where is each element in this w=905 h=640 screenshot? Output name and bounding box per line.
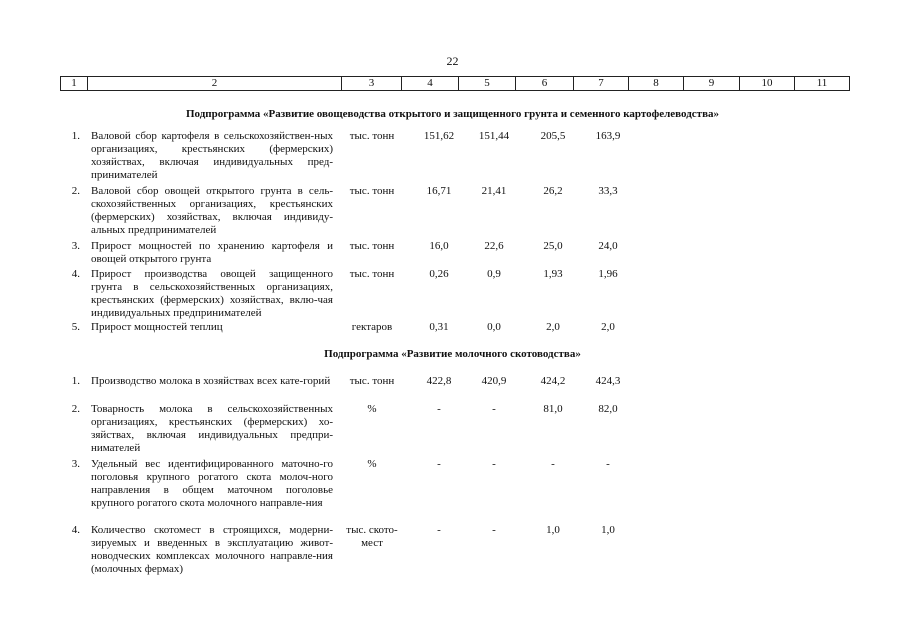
- unit: тыс. ското-мест: [346, 524, 398, 549]
- column-header-8: 8: [628, 77, 683, 90]
- value-col-6: 81,0: [543, 403, 563, 415]
- column-header-9: 9: [683, 77, 739, 90]
- section-title-dairy: Подпрограмма «Развитие молочного скотоводства»: [324, 348, 581, 360]
- indicator-name: Удельный вес идентифицированного маточно-го поголовья крупного рогатого скота молоч-ного направления в общем маточном поголовье крупного рогатого скота молочного направле-ния: [91, 458, 333, 509]
- value-col-4: 16,0: [429, 240, 449, 252]
- value-col-7: 2,0: [601, 321, 615, 333]
- value-col-6: 26,2: [543, 185, 563, 197]
- value-col-4: -: [437, 524, 441, 536]
- value-col-5: 21,41: [481, 185, 507, 197]
- value-col-6: -: [551, 458, 555, 470]
- unit: тыс. тонн: [349, 268, 395, 280]
- column-header-3: 3: [341, 77, 401, 90]
- column-header-4: 4: [401, 77, 458, 90]
- value-col-7: 82,0: [598, 403, 618, 415]
- value-col-6: 205,5: [540, 130, 566, 142]
- value-col-6: 1,93: [543, 268, 563, 280]
- value-col-7: 424,3: [595, 375, 621, 387]
- row-number: 5.: [71, 321, 80, 333]
- indicator-name: Производство молока в хозяйствах всех кате-горий: [91, 375, 331, 387]
- value-col-4: 151,62: [423, 130, 455, 142]
- value-col-4: -: [437, 403, 441, 415]
- column-header-7: 7: [573, 77, 628, 90]
- value-col-6: 25,0: [543, 240, 563, 252]
- unit: тыс. тонн: [349, 375, 395, 387]
- unit: %: [367, 403, 377, 415]
- indicator-name: Прирост производства овощей защищенного грунта в сельскохозяйственных организациях, крестьянских (фермерских) хозяйствах, вклю-чая индивидуальных предпринимателей: [91, 268, 333, 319]
- value-col-7: -: [606, 458, 610, 470]
- value-col-4: -: [437, 458, 441, 470]
- column-header-10: 10: [739, 77, 794, 90]
- value-col-5: 0,9: [487, 268, 501, 280]
- row-number: 3.: [71, 458, 80, 470]
- column-header-6: 6: [515, 77, 573, 90]
- unit: тыс. тонн: [349, 130, 395, 142]
- row-number: 1.: [71, 130, 80, 142]
- column-header-1: 1: [60, 77, 87, 90]
- indicator-name: Валовой сбор картофеля в сельскохозяйствен-ных организациях, крестьянских (фермерских) хозяйствах, включая индивидуальных пред-принимателей: [91, 130, 333, 181]
- row-number: 4.: [71, 524, 80, 536]
- value-col-5: -: [492, 458, 496, 470]
- row-number: 3.: [71, 240, 80, 252]
- value-col-6: 424,2: [540, 375, 566, 387]
- column-header-11: 11: [794, 77, 850, 90]
- value-col-4: 422,8: [426, 375, 452, 387]
- value-col-5: -: [492, 403, 496, 415]
- value-col-7: 163,9: [595, 130, 621, 142]
- value-col-5: 0,0: [487, 321, 501, 333]
- value-col-5: -: [492, 524, 496, 536]
- unit: гектаров: [351, 321, 393, 333]
- row-number: 2.: [71, 185, 80, 197]
- row-number: 4.: [71, 268, 80, 280]
- value-col-4: 0,31: [429, 321, 449, 333]
- page-number: 22: [446, 54, 459, 68]
- row-number: 1.: [71, 375, 80, 387]
- value-col-7: 1,96: [598, 268, 618, 280]
- column-header-2: 2: [87, 77, 341, 90]
- value-col-6: 2,0: [546, 321, 560, 333]
- indicator-name: Количество скотомест в строящихся, модерни-зируемых и введенных в эксплуатацию живот-новодческих комплексах молочного направле-ния (молочных фермах): [91, 524, 333, 575]
- indicator-name: Прирост мощностей теплиц: [91, 321, 223, 333]
- section-title-vegetables: Подпрограмма «Развитие овощеводства открытого и защищенного грунта и семенного картофелеводства»: [185, 108, 720, 120]
- indicator-name: Товарность молока в сельскохозяйственных организациях, крестьянских (фермерских) хо-зяйствах, включая индивидуальных предпри-нимателей: [91, 403, 333, 454]
- value-col-7: 24,0: [598, 240, 618, 252]
- value-col-7: 33,3: [598, 185, 618, 197]
- row-number: 2.: [71, 403, 80, 415]
- value-col-5: 420,9: [481, 375, 507, 387]
- value-col-7: 1,0: [601, 524, 615, 536]
- value-col-4: 0,26: [429, 268, 449, 280]
- unit: тыс. тонн: [349, 240, 395, 252]
- unit: %: [367, 458, 377, 470]
- indicator-name: Валовой сбор овощей открытого грунта в сель-скохозяйственных организациях, крестьянских (фермерских) хозяйствах, включая индивиду-альных предпринимателей: [91, 185, 333, 236]
- value-col-6: 1,0: [546, 524, 560, 536]
- indicator-name: Прирост мощностей по хранению картофеля и овощей открытого грунта: [91, 240, 333, 265]
- column-header-5: 5: [458, 77, 515, 90]
- value-col-5: 22,6: [484, 240, 504, 252]
- unit: тыс. тонн: [349, 185, 395, 197]
- value-col-5: 151,44: [478, 130, 510, 142]
- column-header-row: [60, 76, 850, 91]
- value-col-4: 16,71: [426, 185, 452, 197]
